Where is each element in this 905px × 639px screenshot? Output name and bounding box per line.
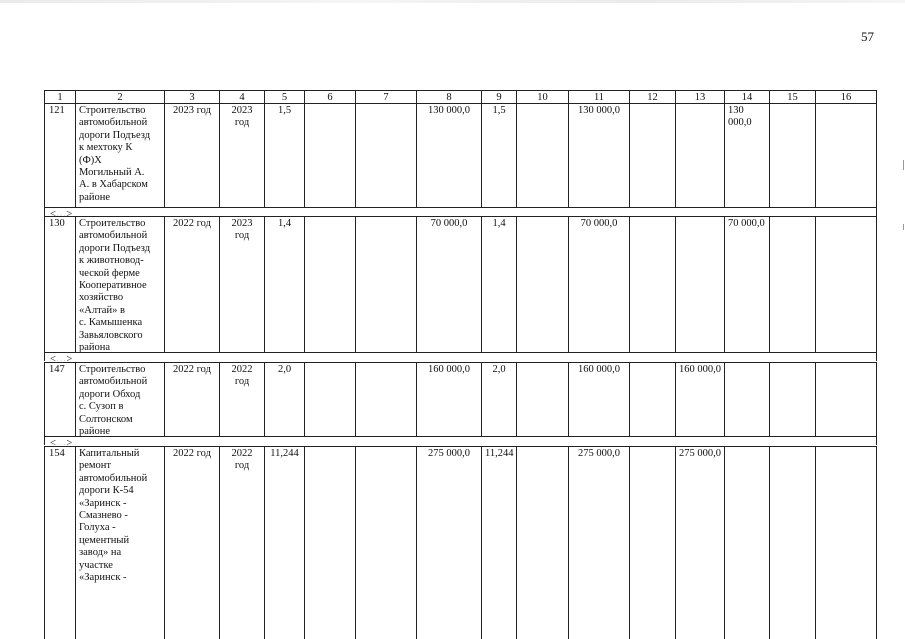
table-cell: 160 000,0 (568, 362, 629, 436)
table-cell: 1,4 (264, 216, 304, 352)
table-cell: 1,5 (264, 103, 304, 207)
table-cell (769, 446, 815, 639)
table-cell: 2022 год (219, 362, 264, 436)
table-cell: Строительство автомобильной дороги Обход с. Сузоп в Солтонском районе (75, 362, 164, 436)
table-cell: 1,4 (481, 216, 516, 352)
table-cell: 2,0 (481, 362, 516, 436)
table-cell: 160 000,0 (675, 362, 724, 436)
column-header: 4 (219, 90, 264, 103)
table-cell: 130 000,0 (568, 103, 629, 207)
table-cell: 147 (44, 362, 75, 436)
table-cell: Строительство автомобильной дороги Подъезд к мехтоку К (Ф)Х Могильный А. А. в Хабарском районе (75, 103, 164, 207)
table-cell (675, 216, 724, 352)
table-cell: 121 (44, 103, 75, 207)
table-cell (355, 446, 416, 639)
table-cell (516, 362, 568, 436)
column-header: 1 (44, 90, 75, 103)
column-header: 12 (629, 90, 675, 103)
scan-edge (0, 0, 905, 3)
table-cell: 275 000,0 (568, 446, 629, 639)
table-cell (304, 216, 355, 352)
table-cell: 130 000,0 (416, 103, 481, 207)
row-separator: <…> (44, 436, 877, 445)
table-cell: 70 000,0 (416, 216, 481, 352)
table-cell: 2,0 (264, 362, 304, 436)
column-header: 7 (355, 90, 416, 103)
table-cell (516, 216, 568, 352)
table-cell (769, 103, 815, 207)
table-cell: 154 (44, 446, 75, 639)
table-cell: 2022 год (164, 216, 219, 352)
column-header: 8 (416, 90, 481, 103)
table-cell: 70 000,0 (568, 216, 629, 352)
row-separator: <…> (44, 352, 877, 361)
table-cell (304, 446, 355, 639)
table-cell (355, 103, 416, 207)
table-cell (629, 446, 675, 639)
table-cell: 11,244 (264, 446, 304, 639)
scan-mark (903, 224, 904, 230)
table-cell (355, 216, 416, 352)
table-cell (675, 103, 724, 207)
table-cell (724, 446, 769, 639)
table-cell (815, 216, 877, 352)
table-cell: 11,244 (481, 446, 516, 639)
table-cell (769, 362, 815, 436)
data-table (44, 90, 877, 639)
table-cell: 2023 год (164, 103, 219, 207)
table-cell: Строительство автомобильной дороги Подъезд к животновод- ческой ферме Кооперативное хозяйство «Алтай» в с. Камышенка Завьяловского района (75, 216, 164, 352)
scan-mark (903, 160, 904, 170)
table-cell (516, 103, 568, 207)
column-header: 14 (724, 90, 769, 103)
column-header: 2 (75, 90, 164, 103)
table-cell: 130 (44, 216, 75, 352)
column-header: 10 (516, 90, 568, 103)
table-cell (629, 103, 675, 207)
page-number: 57 (861, 29, 874, 44)
table-cell (815, 362, 877, 436)
table-cell (769, 216, 815, 352)
column-header: 16 (815, 90, 877, 103)
table-cell (516, 446, 568, 639)
table-cell (355, 362, 416, 436)
table-cell (629, 362, 675, 436)
table-cell: 2023 год (219, 103, 264, 207)
column-header: 3 (164, 90, 219, 103)
column-header: 11 (568, 90, 629, 103)
row-separator: <…> (44, 207, 877, 216)
table-cell (815, 446, 877, 639)
table-cell: 130 000,0 (724, 103, 769, 207)
table-cell (304, 103, 355, 207)
table-cell: 275 000,0 (675, 446, 724, 639)
table-cell: 275 000,0 (416, 446, 481, 639)
table-cell: 160 000,0 (416, 362, 481, 436)
table-cell: 2023 год (219, 216, 264, 352)
column-header: 6 (304, 90, 355, 103)
table-cell (629, 216, 675, 352)
column-header: 13 (675, 90, 724, 103)
table-cell: 70 000,0 (724, 216, 769, 352)
column-header: 15 (769, 90, 815, 103)
table-cell: 1,5 (481, 103, 516, 207)
table-cell (815, 103, 877, 207)
table-cell: 2022 год (219, 446, 264, 639)
column-header: 9 (481, 90, 516, 103)
table-cell: 2022 год (164, 362, 219, 436)
table-cell (724, 362, 769, 436)
column-header: 5 (264, 90, 304, 103)
table-cell: Капитальный ремонт автомобильной дороги К-54 «Заринск - Смазнево - Голуха - цементный завод» на участке «Заринск - (75, 446, 164, 639)
table-cell: 2022 год (164, 446, 219, 639)
table-cell (304, 362, 355, 436)
